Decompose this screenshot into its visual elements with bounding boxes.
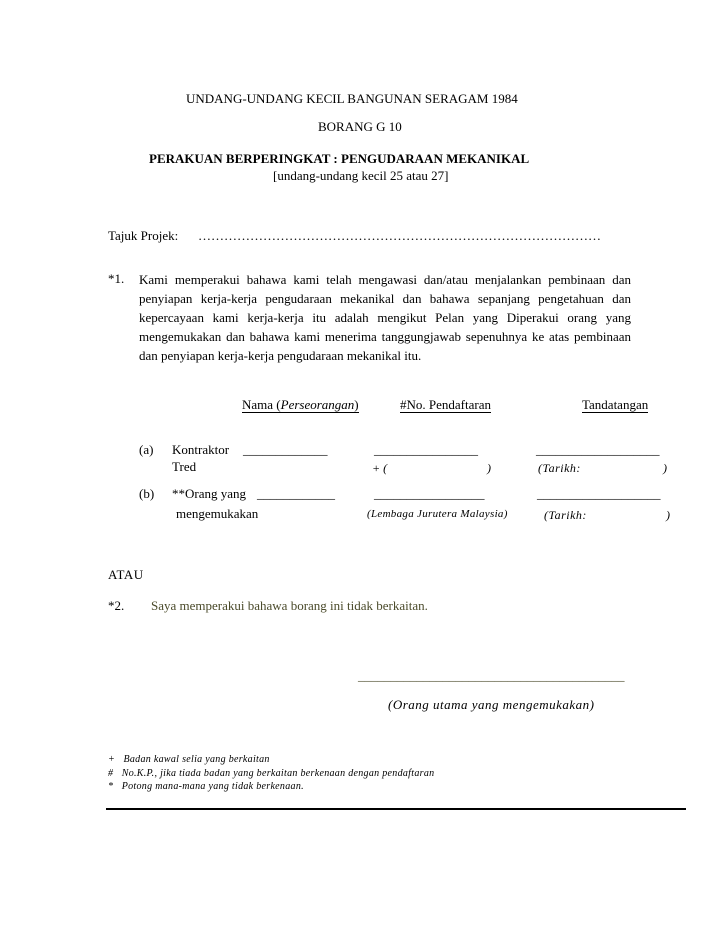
column-signature: Tandatangan <box>582 397 649 412</box>
bottom-rule <box>106 808 686 810</box>
row-a-label-cont: Tred <box>172 459 197 474</box>
row-a-sig-blank[interactable]: ___________________ <box>536 442 660 457</box>
column-name: Nama (Perseorangan) <box>242 397 359 412</box>
row-b-date-close: ) <box>666 508 670 522</box>
row-b-label-cont: mengemukakan <box>176 506 259 521</box>
row-a-reg-note-open: + ( <box>372 461 388 475</box>
row-b-date-open: (Tarikh: <box>544 508 587 522</box>
clause1-marker: *1. <box>108 271 125 286</box>
row-b-reg-blank[interactable]: _________________ <box>374 486 485 501</box>
footnote-star: * Potong mana-mana yang tidak berkenaan. <box>108 781 304 792</box>
row-a-marker: (a) <box>139 442 154 457</box>
clause1-text: Kami memperakui bahawa kami telah mengawasi dan/atau menjalankan pembinaan dan penyiapan kerja-kerja pengudaraan mekanikal dan bahawa sepanjang pengetahuan dan kepercayaan kami kerja-kerja itu adalah mengikut Pelan yang Diperakui orang yang mengemukakan dan bahawa kami menerima tanggungjawab sepenuhnya ke atas pembinaan dan penyiapan kerja-kerja pengudaraan mekanikal itu. <box>139 272 631 363</box>
row-b-sig-blank[interactable]: ___________________ <box>537 486 661 501</box>
column-registration: #No. Pendaftaran <box>400 397 491 412</box>
project-label: Tajuk Projek: <box>108 228 179 243</box>
signatory-label: (Orang utama yang mengemukakan) <box>388 697 595 712</box>
form-title: PERAKUAN BERPERINGKAT : PENGUDARAAN MEKANIKAL <box>149 151 530 166</box>
row-b-reg-note: (Lembaga Jurutera Malaysia) <box>367 508 508 520</box>
signatory-line[interactable]: _________________________________________ <box>358 668 625 683</box>
row-b-name-blank[interactable]: ____________ <box>257 486 335 501</box>
footnote-plus: + Badan kawal selia yang berkaitan <box>108 754 270 765</box>
row-a-date-open: (Tarikh: <box>538 461 581 475</box>
row-a-reg-blank[interactable]: ________________ <box>374 442 478 457</box>
form-subtitle: [undang-undang kecil 25 atau 27] <box>273 168 449 183</box>
clause2-text: Saya memperakui bahawa borang ini tidak berkaitan. <box>151 598 428 613</box>
row-a-label: Kontraktor <box>172 442 230 457</box>
act-title: UNDANG-UNDANG KECIL BANGUNAN SERAGAM 1984 <box>186 91 518 106</box>
row-b-marker: (b) <box>139 486 155 501</box>
row-a-name-blank[interactable]: _____________ <box>243 442 328 457</box>
project-dots: ………………………………………………………………………………… <box>198 228 601 243</box>
form-number: BORANG G 10 <box>318 119 402 134</box>
or-label: ATAU <box>108 567 144 582</box>
footnote-hash: # No.K.P., jika tiada badan yang berkaitan berkenaan dengan pendaftaran <box>108 768 435 779</box>
row-a-reg-note-close: ) <box>487 461 491 475</box>
clause2-marker: *2. <box>108 598 125 613</box>
row-b-label: **Orang yang <box>172 486 247 501</box>
row-a-date-close: ) <box>663 461 667 475</box>
